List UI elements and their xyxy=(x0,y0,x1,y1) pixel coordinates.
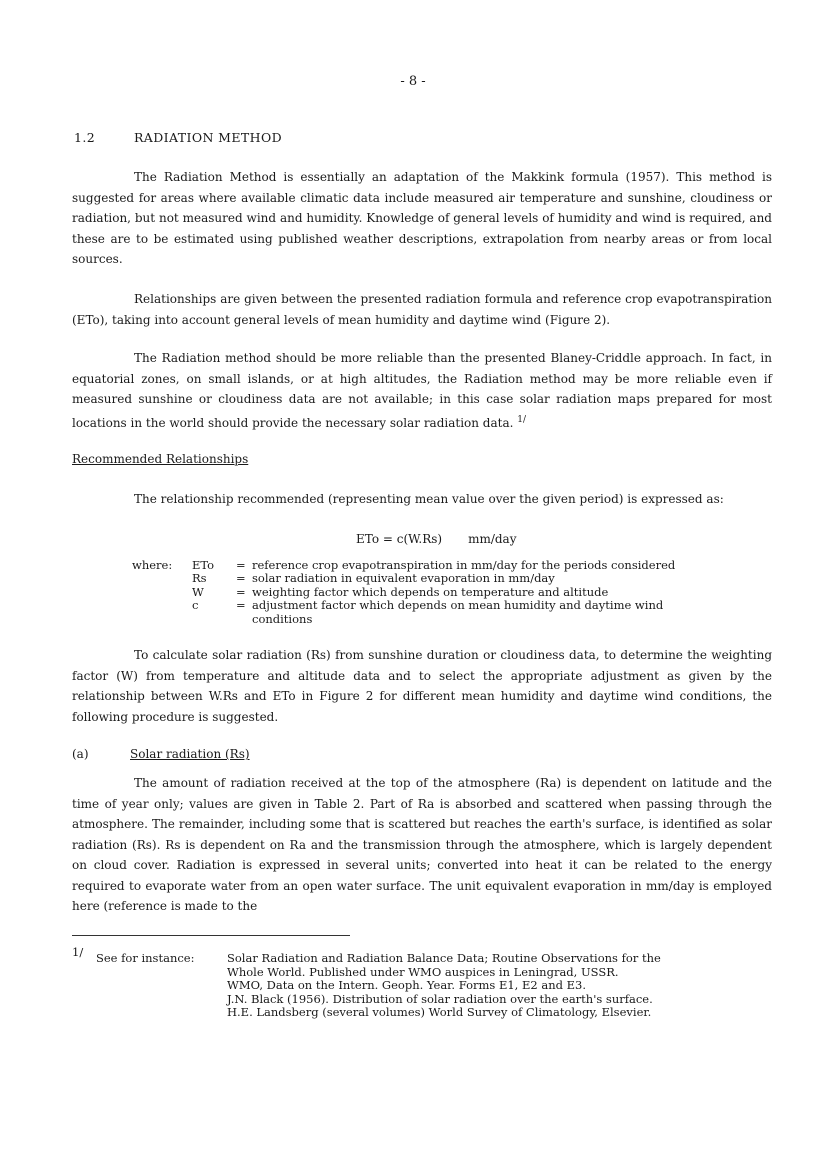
paragraph-reliability xyxy=(72,348,772,433)
paragraph-text: The relationship recommended (representing mean value over the given period) is expressed as: xyxy=(134,492,724,506)
paragraph-text: The Radiation Method is essentially an adaptation of the Makkink formula (1957). This method is suggested for areas where available climatic data include measured air temperature and sunshine, cloudiness or radiation, but not measured wind and humidity. Knowledge of general levels of humidity and wind is required, and these are to be estimated using published weather descriptions, extrapolation from nearby areas or from local sources. xyxy=(72,170,772,266)
paragraph-recommended-intro xyxy=(72,489,772,510)
footnote-line: H.E. Landsberg (several volumes) World Survey of Climatology, Elsevier. xyxy=(227,1005,652,1020)
where-label: where: xyxy=(132,558,173,572)
definition-text: adjustment factor which depends on mean humidity and daytime wind xyxy=(252,598,664,613)
paragraph-text: To calculate solar radiation (Rs) from sunshine duration or cloudiness data, to determine the weighting factor (W) from temperature and altitude data and to select the appropriate adjustment as given by the relationship between W.Rs and ETo in Figure 2 for different mean humidity and daytime wind conditions, the following procedure is suggested. xyxy=(72,648,772,724)
footnote-lead: See for instance: xyxy=(96,951,195,965)
definition-symbol: Rs xyxy=(192,571,207,586)
formula-expression: ETo = c(W.Rs) xyxy=(356,532,443,546)
paragraph-procedure xyxy=(72,645,772,727)
definition-equals: = xyxy=(236,598,246,613)
definition-equals: = xyxy=(236,584,246,599)
subheading-recommended: Recommended Relationships xyxy=(72,452,249,466)
footnote-divider xyxy=(72,935,350,936)
definition-row xyxy=(132,572,675,585)
footnote-references xyxy=(227,952,661,1020)
paragraph-intro xyxy=(72,167,772,270)
paragraph-text: Relationships are given between the presented radiation formula and reference crop evapotranspiration (ETo), taking into account general levels of mean humidity and daytime wind (Figure 2). xyxy=(72,292,772,327)
section-title: RADIATION METHOD xyxy=(134,130,283,145)
footnote-mark: 1/ xyxy=(72,945,84,959)
subsection-title: Solar radiation (Rs) xyxy=(130,747,250,761)
definition-row xyxy=(132,586,675,599)
definition-text-continued: conditions xyxy=(252,611,313,626)
definition-equals: = xyxy=(236,558,246,572)
footnote-line: J.N. Black (1956). Distribution of solar radiation over the earth's surface. xyxy=(227,991,653,1006)
definition-row xyxy=(132,613,675,626)
section-heading xyxy=(74,130,282,145)
page-number: - 8 - xyxy=(400,74,426,89)
subsection-heading-solar xyxy=(72,747,250,761)
definition-row xyxy=(132,599,675,612)
definition-text: reference crop evapotranspiration in mm/day for the periods considered xyxy=(252,558,676,572)
formula xyxy=(356,532,517,546)
footnote-line: Whole World. Published under WMO auspices in Leningrad, USSR. xyxy=(227,964,619,979)
definition-symbol: W xyxy=(192,584,204,599)
definition-symbol: c xyxy=(192,598,199,613)
definitions-list xyxy=(132,559,675,626)
paragraph-text: The Radiation method should be more reliable than the presented Blaney-Criddle approach. In fact, in equatorial zones, on small islands, or at high altitudes, the Radiation method may be more reliable even if measured sunshine or cloudiness data are not available; in this case solar radiation maps prepared for most locations in the world should provide the necessary solar radiation data. xyxy=(72,351,772,430)
definition-row xyxy=(132,559,675,572)
footnote-ref: 1/ xyxy=(517,414,527,425)
footnote-line: Solar Radiation and Radiation Balance Data; Routine Observations for the xyxy=(227,951,661,965)
definition-symbol: ETo xyxy=(192,558,215,572)
paragraph-text: The amount of radiation received at the top of the atmosphere (Ra) is dependent on latitude and the time of year only; values are given in Table 2. Part of Ra is absorbed and scattered when passing through the atmosphere. The remainder, including some that is scattered but reaches the earth's surface, is identified as solar radiation (Rs). Rs is dependent on Ra and the transmission through the atmosphere, which is largely dependent on cloud cover. Radiation is expressed in several units; converted into heat it can be related to the energy required to evaporate water from an open water surface. The unit equivalent evaporation in mm/day is employed here (reference is made to the xyxy=(72,776,772,913)
definition-equals: = xyxy=(236,571,246,586)
subsection-label: (a) xyxy=(72,747,89,761)
section-number: 1.2 xyxy=(74,130,96,145)
definition-text: weighting factor which depends on temperature and altitude xyxy=(252,584,609,599)
paragraph-relationships xyxy=(72,289,772,330)
formula-unit: mm/day xyxy=(468,532,517,546)
definition-text: solar radiation in equivalent evaporation in mm/day xyxy=(252,571,555,586)
footnote-line: WMO, Data on the Intern. Geoph. Year. Forms E1, E2 and E3. xyxy=(227,978,586,993)
paragraph-solar-radiation xyxy=(72,773,772,917)
